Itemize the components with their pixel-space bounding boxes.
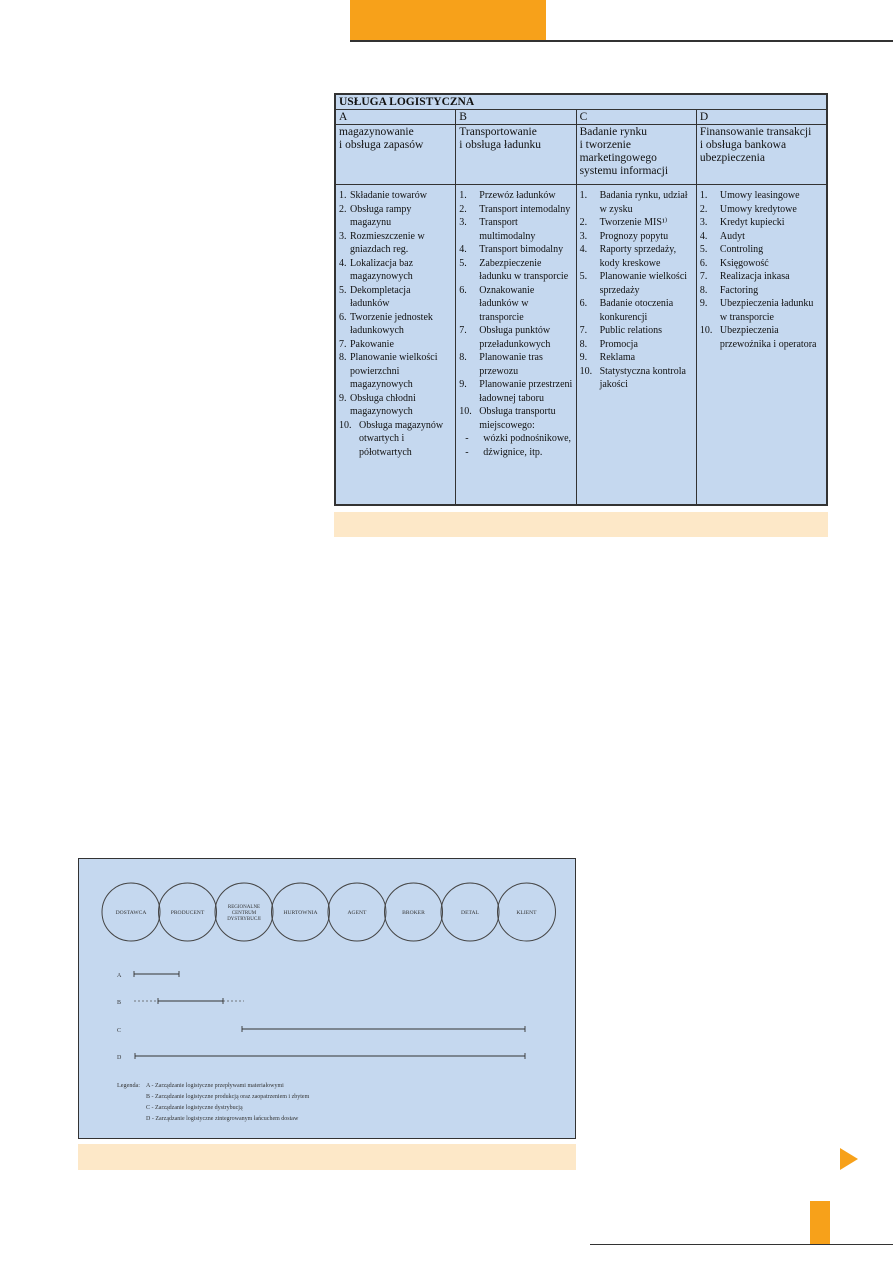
list-item: 6. Tworzenie jednostek ładunkowych — [339, 311, 433, 336]
list-item: 8. Factoring — [699, 284, 759, 296]
list-item: 4. Raporty sprzedaży, kody kreskowe — [579, 244, 677, 269]
line-label: C — [117, 1028, 122, 1034]
page-marker — [810, 1201, 830, 1244]
chain-node-label: REGIONALNE — [227, 905, 261, 910]
column-letter-d: D — [696, 110, 826, 125]
supply-chain-diagram — [78, 858, 576, 1139]
list-item: 8. Planowanie tras przewozu — [459, 352, 543, 377]
column-heading: Transportowanie i obsługa ładunku — [456, 125, 576, 185]
diagram-caption-bar — [78, 1144, 576, 1170]
column-letter-c: C — [576, 110, 696, 125]
list-item: 5. Planowanie wielkości sprzedaży — [579, 271, 688, 296]
list-item: 10. Obsługa transportu miejscowego: — [459, 406, 556, 431]
list-item: 7. Realizacja inkasa — [699, 271, 790, 282]
chain-node-label: AGENT — [347, 910, 367, 916]
chain-node-label: DYSTRYBUCJI — [227, 917, 261, 922]
list-item: 2. Tworzenie MIS¹⁾ — [579, 217, 668, 228]
logistics-services-table — [334, 93, 828, 506]
chain-node-label: KLIENT — [516, 910, 537, 916]
table-caption-bar — [334, 512, 828, 537]
column-letter-a: A — [336, 110, 456, 125]
list-item: 7. Pakowanie — [339, 338, 394, 350]
column-heading: magazynowanie i obsługa zapasów — [336, 125, 456, 185]
list-item: 3. Rozmieszczenie w gniazdach reg. — [339, 230, 425, 255]
list-item: 4. Audyt — [699, 230, 745, 242]
chain-node-label: DOSTAWCA — [115, 910, 147, 916]
column-heading: Badanie rynku i tworzenie marketingowego systemu informacji — [576, 125, 696, 185]
service-list — [700, 189, 823, 351]
list-item: 3. Prognozy popytu — [579, 230, 669, 242]
column-items-b — [456, 185, 576, 505]
column-items-c — [576, 185, 696, 505]
chain-node-label: PRODUCENT — [170, 910, 205, 916]
list-item: 3. Kredyt kupiecki — [699, 217, 785, 228]
list-item: 2. Obsługa rampy magazynu — [339, 203, 412, 228]
list-item: 5. Dekompletacja ładunków — [339, 284, 411, 309]
list-item: 1. Przewóz ładunków — [459, 190, 556, 201]
supply-chain-svg — [79, 859, 575, 1138]
list-item: 4. Transport bimodalny — [459, 244, 564, 255]
line-label: A — [117, 973, 122, 979]
list-item: 9. Reklama — [579, 352, 636, 363]
list-item: 10. Statystyczna kontrola jakości — [579, 365, 686, 390]
legend-entry: C - Zarządzanie logistyczne dystrybucją — [146, 1105, 243, 1111]
list-item: 8. Promocja — [579, 338, 638, 350]
list-item: 7. Public relations — [579, 325, 663, 336]
list-item: 3. Transport multimodalny — [459, 217, 536, 242]
list-item: 5. Controling — [699, 244, 764, 255]
list-item: 6. Badanie otoczenia konkurencji — [579, 298, 674, 323]
list-item: 6. Oznakowanie ładunków w transporcie — [459, 284, 535, 323]
list-item: 4. Lokalizacja baz magazynowych — [339, 257, 414, 282]
sublist-item: - wózki podnośnikowe, — [465, 433, 572, 444]
list-item: 2. Transport intemodalny — [459, 203, 571, 215]
list-item: 1. Składanie towarów — [339, 190, 427, 201]
header-accent-bar — [350, 0, 546, 40]
list-item: 10. Ubezpieczenia przewoźnika i operatora — [699, 325, 817, 350]
column-letter-b: B — [456, 110, 576, 125]
table-title: USŁUGA LOGISTYCZNA — [336, 95, 827, 110]
list-item: 10. Obsługa magazynów otwartych i półotwartych — [339, 419, 444, 458]
column-items-d — [696, 185, 826, 505]
service-list — [580, 189, 693, 392]
next-page-arrow-icon[interactable] — [840, 1148, 858, 1170]
legend-entry: A - Zarządzanie logistyczne przepływami materiałowymi — [146, 1083, 284, 1089]
list-item: 2. Umowy kredytowe — [699, 203, 797, 215]
header-rule — [350, 40, 893, 42]
list-item: 5. Zabezpieczenie ładunku w transporcie — [459, 257, 569, 282]
list-item: 6. Księgowość — [699, 257, 769, 269]
sublist-item: - dźwignice, itp. — [465, 446, 543, 458]
line-label: D — [117, 1055, 122, 1061]
column-heading: Finansowanie transakcji i obsługa bankowa ubezpieczenia — [696, 125, 826, 185]
list-item: 7. Obsługa punktów przeładunkowych — [459, 325, 551, 350]
legend-entry: D - Zarządzanie logistyczne zintegrowanym łańcuchem dostaw — [146, 1116, 299, 1122]
legend-label: Legenda: — [117, 1082, 141, 1089]
list-item: 9. Planowanie przestrzeni ładownej taboru — [459, 379, 573, 404]
chain-node-label: HURTOWNIA — [283, 910, 318, 916]
chain-node-label: BROKER — [402, 910, 425, 916]
list-item: 1. Umowy leasingowe — [699, 190, 800, 201]
list-item: 1. Badania rynku, udział w zysku — [579, 190, 688, 215]
list-item: 9. Ubezpieczenia ładunku w transporcie — [699, 298, 814, 323]
legend-entry: B - Zarządzanie logistyczne produkcją oraz zaopatrzeniem i zbytem — [146, 1094, 310, 1100]
chain-node-label: CENTRUM — [231, 911, 257, 916]
line-label: B — [117, 1000, 122, 1006]
service-list — [459, 189, 572, 432]
list-item: 8. Planowanie wielkości powierzchni magazynowych — [339, 352, 438, 390]
list-item: 9. Obsługa chłodni magazynowych — [339, 392, 416, 417]
chain-node-label: DETAL — [461, 910, 479, 916]
footer-rule — [590, 1244, 893, 1245]
column-items-a — [336, 185, 456, 505]
service-sublist — [459, 432, 572, 459]
service-list — [339, 189, 452, 459]
